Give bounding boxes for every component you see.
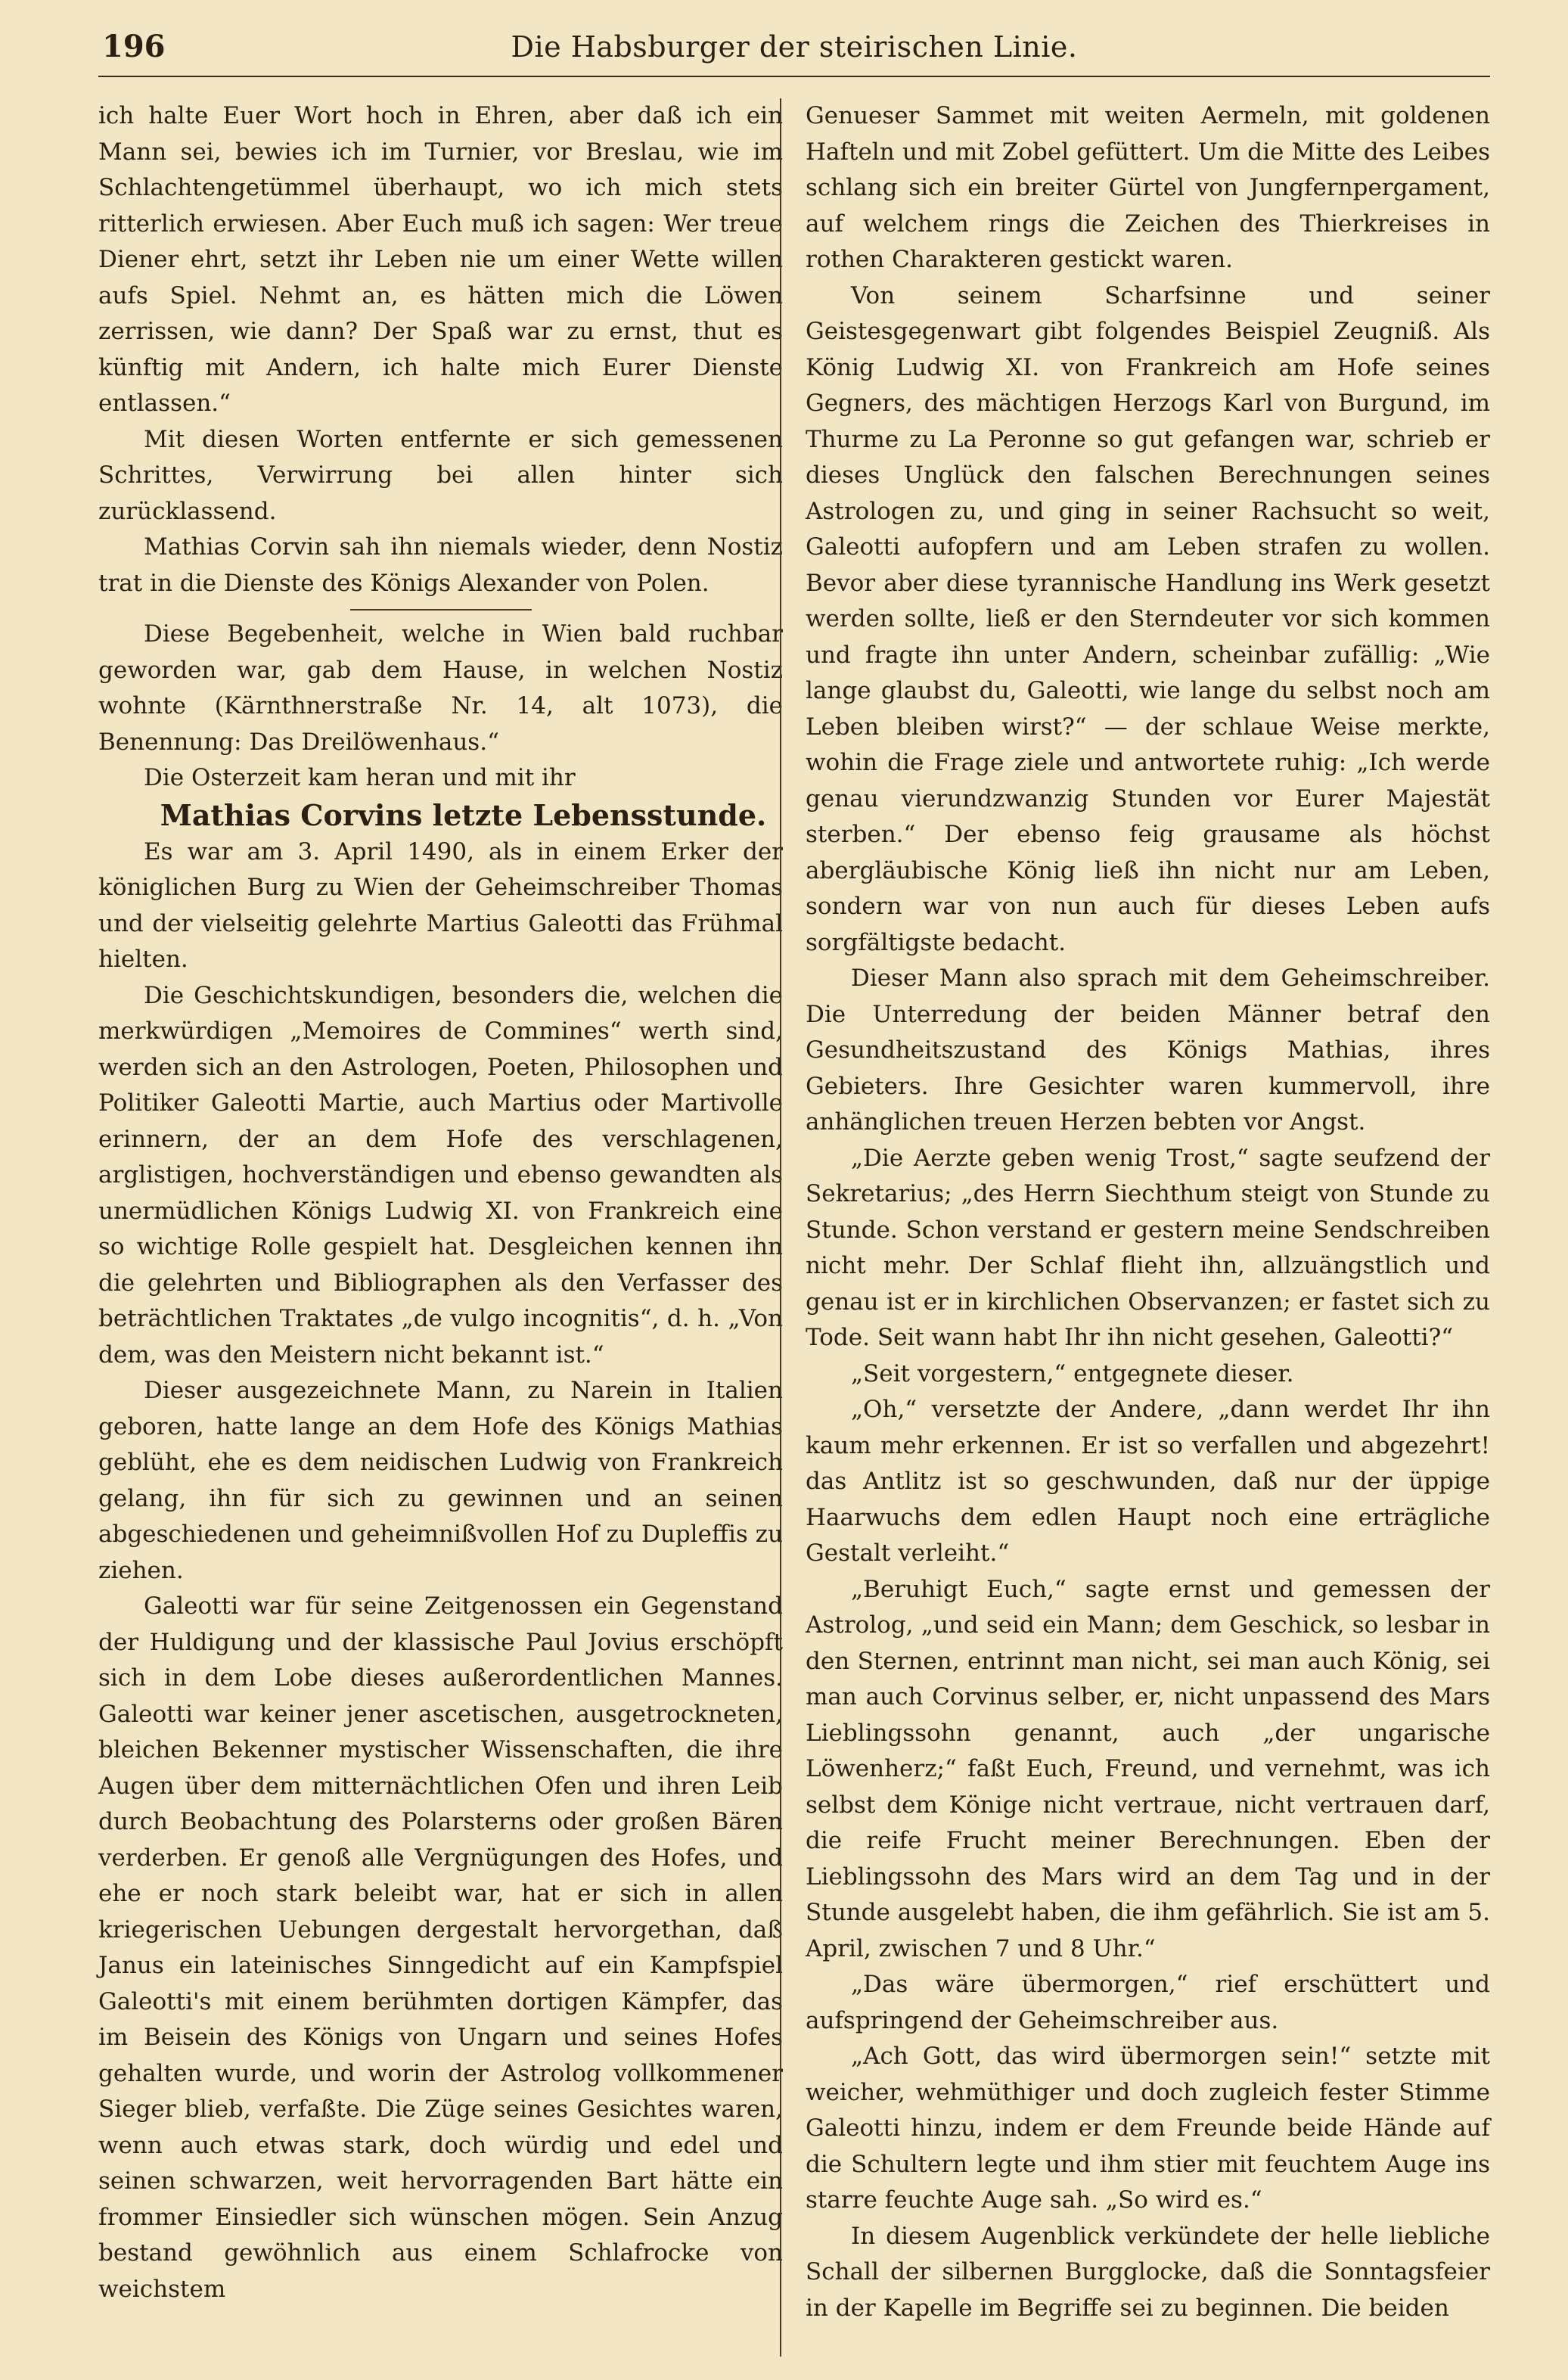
paragraph: Diese Begebenheit, welche in Wien bald ruchbar geworden war, gab dem Hause, in welchen Nostiz wohnte (Kärnthnerstraße Nr. 14, alt 1073), die Benennung: Das Dreilöwenhaus.“ bbox=[98, 620, 783, 756]
paragraph: „Oh,“ versetzte der Andere, „dann werdet Ihr ihn kaum mehr erkennen. Er ist so verfallen und abgezehrt! das Antlitz ist so geschwunden, daß nur der üppige Haarwuchs dem edlen Haupt noch eine erträgliche Gestalt verleiht.“ bbox=[806, 1396, 1490, 1567]
column-divider bbox=[780, 98, 781, 2357]
section-heading: Mathias Corvins letzte Lebensstunde. bbox=[160, 797, 767, 832]
short-divider bbox=[350, 609, 532, 611]
header-rule bbox=[98, 76, 1490, 77]
right-column bbox=[806, 98, 1490, 2326]
left-column bbox=[98, 98, 783, 2307]
paragraph: Dieser ausgezeichnete Mann, zu Narein in Italien geboren, hatte lange an dem Hofe des Königs Mathias geblüht, ehe es dem neidischen Ludwig von Frankreich gelang, ihn für sich zu gewinnen und an seinen abgeschiedenen und geheimnißvollen Hof zu Dupleffis zu ziehen. bbox=[98, 1377, 783, 1584]
paragraph: Mathias Corvin sah ihn niemals wieder, denn Nostiz trat in die Dienste des Königs Alexander von Polen. bbox=[98, 533, 783, 597]
paragraph: Die Osterzeit kam heran und mit ihr bbox=[144, 764, 576, 791]
paragraph: „Beruhigt Euch,“ sagte ernst und gemessen der Astrolog, „und seid ein Mann; dem Geschick, so lesbar in den Sternen, entrinnt man nicht, sei man auch König, sei man auch Corvinus selber, er, nicht unpassend des Mars Lieblingssohn genannt, auch „der ungarische Löwenherz;“ faßt Euch, Freund, und vernehmt, was ich selbst dem Könige nicht vertraue, nicht vertrauen darf, die reife Frucht meiner Berechnungen. Eben der Lieblingssohn des Mars wird an dem Tag und in der Stunde ausgelebt haben, die ihm gefährlich. Sie ist am 5. April, zwischen 7 und 8 Uhr.“ bbox=[806, 1575, 1490, 1962]
paragraph: „Das wäre übermorgen,“ rief erschüttert und aufspringend der Geheimschreiber aus. bbox=[806, 1971, 1490, 2034]
paragraph: „Die Aerzte geben wenig Trost,“ sagte seufzend der Sekretarius; „des Herrn Siechthum steigt von Stunde zu Stunde. Schon verstand er gestern meine Sendschreiben nicht mehr. Der Schlaf flieht ihn, allzuängstlich und genau ist er in kirchlichen Observanzen; er fastet sich zu Tode. Seit wann habt Ihr ihn nicht gesehen, Galeotti?“ bbox=[806, 1144, 1490, 1351]
paragraph: Dieser Mann also sprach mit dem Geheimschreiber. Die Unterredung der beiden Männer betraf den Gesundheitszustand des Königs Mathias, ihres Gebieters. Ihre Gesichter waren kummervoll, ihre anhänglichen treuen Herzen bebten vor Angst. bbox=[806, 965, 1490, 1136]
paragraph: Von seinem Scharfsinne und seiner Geistesgegenwart gibt folgendes Beispiel Zeugniß. Als König Ludwig XI. von Frankreich am Hofe seines Gegners, des mächtigen Herzogs Karl von Burgund, im Thurme zu La Peronne so gut gefangen war, schrieb er dieses Unglück den falschen Berechnungen seines Astrologen zu, und ging in seiner Rachsucht so weit, Galeotti aufopfern und am Leben strafen zu wollen. Bevor aber diese tyrannische Handlung ins Werk gesetzt werden sollte, ließ er den Sterndeuter vor sich kommen und fragte ihn unter Andern, scheinbar zufällig: „Wie lange glaubst du, Galeotti, wie lange du selbst noch am Leben bleiben wirst?“ — der schlaue Weise merkte, wohin die Frage ziele und antwortete ruhig: „Ich werde genau vierundzwanzig Stunden vor Eurer Majestät sterben.“ Der ebenso feig grausame als höchst abergläubische König ließ ihn nicht nur am Leben, sondern war von nun auch für dieses Leben aufs sorgfältigste bedacht. bbox=[806, 281, 1490, 956]
paragraph: Galeotti war für seine Zeitgenossen ein Gegenstand der Huldigung und der klassische Paul Jovius erschöpft sich in dem Lobe dieses außerordentlichen Mannes. Galeotti war keiner jener ascetischen, ausgetrockneten, bleichen Bekenner mystischer Wissenschaften, die ihre Augen über dem mitternächtlichen Ofen und ihren Leib durch Beobachtung des Polarsterns oder großen Bären verderben. Er genoß alle Vergnügungen des Hofes, und ehe er noch stark beleibt war, hat er sich in allen kriegerischen Uebungen dergestalt hervorgethan, daß Janus ein lateinisches Sinngedicht auf ein Kampfspiel Galeotti's mit einem berühmten dortigen Kämpfer, das im Beisein des Königs von Ungarn und seines Hofes gehalten wurde, und worin der Astrolog vollkommener Sieger blieb, verfaßte. Die Züge seines Gesichtes waren, wenn auch etwas stark, doch würdig und edel und seinen schwarzen, weit hervorragenden Bart hätte ein frommer Einsiedler sich wünschen mögen. Sein Anzug bestand gewöhnlich aus einem Schlafrocke von weichstem bbox=[98, 1592, 783, 2303]
page-header bbox=[102, 29, 1486, 74]
paragraph: „Seit vorgestern,“ entgegnete dieser. bbox=[851, 1359, 1294, 1387]
running-title: Die Habsburger der steirischen Linie. bbox=[511, 30, 1078, 64]
paragraph: ich halte Euer Wort hoch in Ehren, aber daß ich ein Mann sei, bewies ich im Turnier, vor Breslau, wie im Schlachtengetümmel überhaupt, wo ich mich stets ritterlich erwiesen. Aber Euch muß ich sagen: Wer treue Diener ehrt, setzt ihr Leben nie um einer Wette willen aufs Spiel. Nehmt an, es hätten mich die Löwen zerrissen, wie dann? Der Spaß war zu ernst, thut es künftig mit Andern, ich halte mich Eurer Dienste entlassen.“ bbox=[98, 102, 783, 417]
page-number: 196 bbox=[102, 29, 166, 64]
paragraph: Genueser Sammet mit weiten Aermeln, mit goldenen Hafteln und mit Zobel gefüttert. Um die Mitte des Leibes schlang sich ein breiter Gürtel von Jungfernpergament, auf welchem rings die Zeichen des Thierkreises in rothen Charakteren gestickt waren. bbox=[806, 102, 1490, 273]
paragraph: Es war am 3. April 1490, als in einem Erker der königlichen Burg zu Wien der Geheimschreiber Thomas und der vielseitig gelehrte Martius Galeotti das Frühmal hielten. bbox=[98, 837, 783, 973]
paragraph: In diesem Augenblick verkündete der helle liebliche Schall der silbernen Burgglocke, daß die Sonntagsfeier in der Kapelle im Begriffe sei zu beginnen. Die beiden bbox=[806, 2222, 1490, 2322]
paragraph: „Ach Gott, das wird übermorgen sein!“ setzte mit weicher, wehmüthiger und doch zugleich fester Stimme Galeotti hinzu, indem er dem Freunde beide Hände auf die Schultern legte und ihm stier mit feuchtem Auge ins starre feuchte Auge sah. „So wird es.“ bbox=[806, 2043, 1490, 2214]
paragraph: Die Geschichtskundigen, besonders die, welchen die merkwürdigen „Memoires de Commines“ werth sind, werden sich an den Astrologen, Poeten, Philosophen und Politiker Galeotti Martie, auch Martius oder Martivolle erinnern, der an dem Hofe des verschlagenen, arglistigen, hochverständigen und ebenso gewandten als unermüdlichen Königs Ludwig XI. von Frankreich eine so wichtige Rolle gespielt hat. Desgleichen kennen ihn die gelehrten und Bibliographen als den Verfasser des beträchtlichen Traktates „de vulgo incognitis“, d. h. „Von dem, was den Meistern nicht bekannt ist.“ bbox=[98, 981, 783, 1369]
paragraph: Mit diesen Worten entfernte er sich gemessenen Schrittes, Verwirrung bei allen hinter sich zurücklassend. bbox=[98, 425, 783, 525]
